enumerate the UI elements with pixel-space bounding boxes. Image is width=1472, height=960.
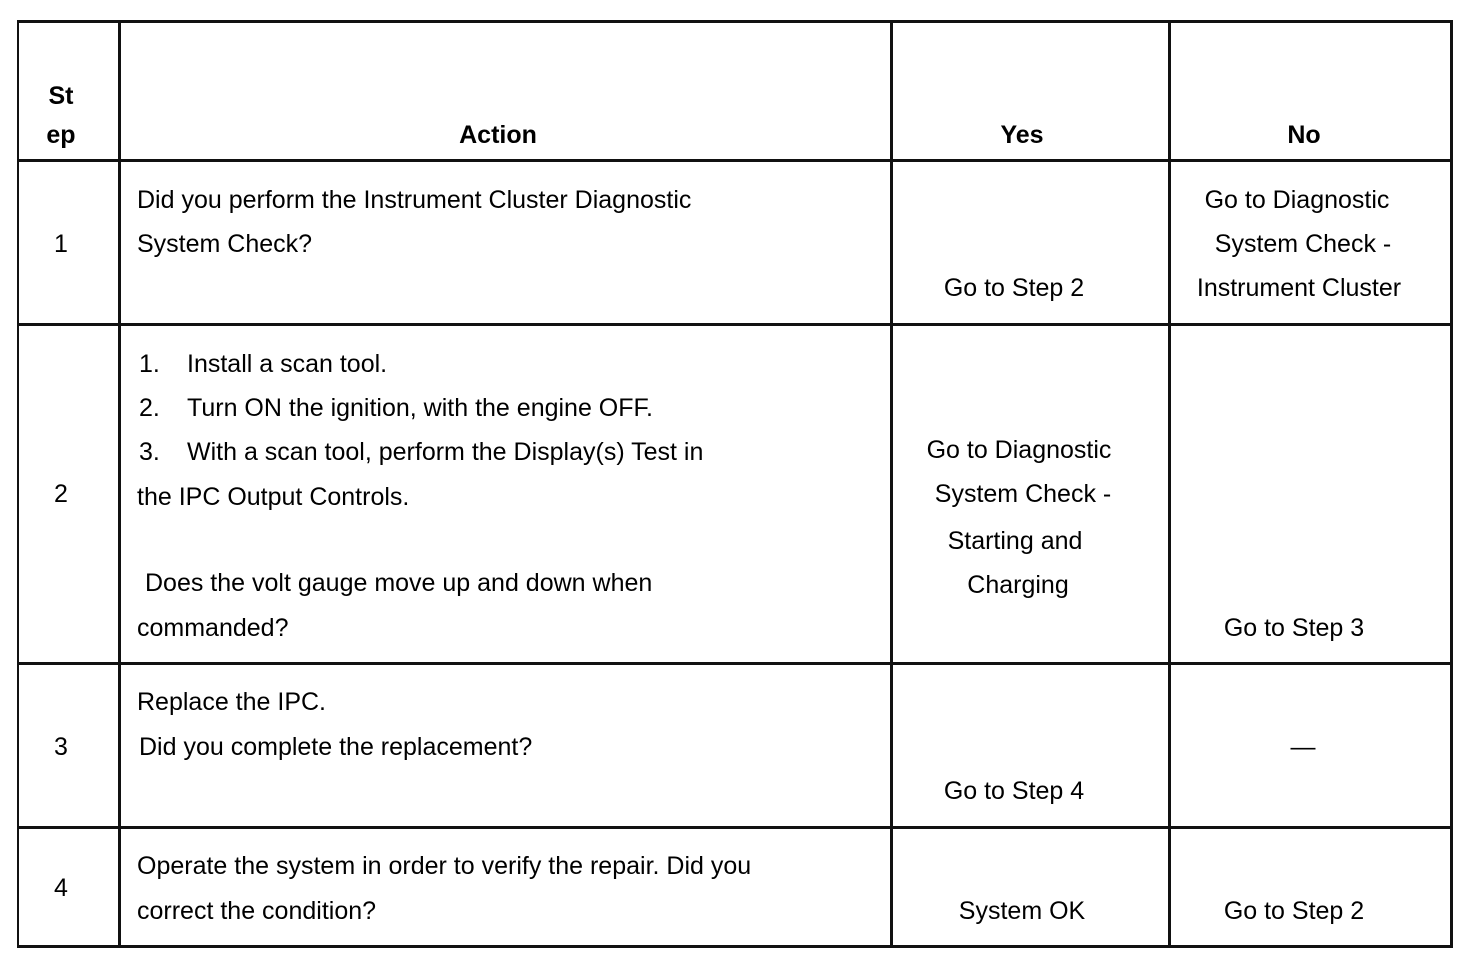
row1-action-line: System Check? <box>137 230 313 258</box>
list-item-number: 3. <box>139 438 160 466</box>
row1-yes: Go to Step 2 <box>943 274 1085 302</box>
list-item-text: With a scan tool, perform the Display(s) Test in <box>187 438 704 466</box>
row2-step: 2 <box>54 480 68 508</box>
table-border-bottom <box>17 945 1453 948</box>
list-item-text: Install a scan tool. <box>187 350 388 378</box>
row2-action-line: Does the volt gauge move up and down when <box>145 569 653 597</box>
row1-no-line: Go to Diagnostic <box>1204 186 1390 214</box>
header-yes: Yes <box>1000 121 1044 149</box>
row3-action-line: Did you complete the replacement? <box>139 733 533 761</box>
row-divider <box>17 662 1453 665</box>
row2-action-line: commanded? <box>137 614 289 642</box>
row1-action-line: Did you perform the Instrument Cluster Diagnostic <box>137 186 692 214</box>
column-divider <box>118 20 121 948</box>
row-divider <box>17 323 1453 326</box>
column-divider <box>890 20 893 948</box>
column-divider <box>1168 20 1171 948</box>
row1-no-line: System Check - <box>1214 230 1392 258</box>
row3-yes: Go to Step 4 <box>943 777 1085 805</box>
row2-yes-line: System Check - <box>934 480 1112 508</box>
row4-action-line: correct the condition? <box>137 897 377 925</box>
row1-step: 1 <box>54 230 68 258</box>
row3-action-line: Replace the IPC. <box>137 688 326 716</box>
row4-no: Go to Step 2 <box>1223 897 1365 925</box>
table-border-left <box>17 20 19 948</box>
header-divider <box>17 159 1453 162</box>
list-item-number: 2. <box>139 394 160 422</box>
list-item-number: 1. <box>139 350 160 378</box>
row4-step: 4 <box>54 874 68 902</box>
row2-list-item <box>139 438 703 466</box>
header-step-line2: ep <box>46 121 76 149</box>
table-border-right <box>1450 20 1453 948</box>
list-item-text: Turn ON the ignition, with the engine OFF. <box>187 394 653 422</box>
row2-no: Go to Step 3 <box>1223 614 1365 642</box>
table-border-top <box>17 20 1453 23</box>
row4-action-line: Operate the system in order to verify the repair. Did you <box>137 852 752 880</box>
header-step-line1: St <box>48 82 74 110</box>
row4-yes: System OK <box>958 897 1086 925</box>
header-action: Action <box>459 121 537 149</box>
row2-yes-line: Go to Diagnostic <box>926 436 1112 464</box>
row2-yes-line: Starting and <box>947 527 1083 555</box>
row2-list-item <box>139 394 653 422</box>
row3-step: 3 <box>54 733 68 761</box>
row2-list-item <box>139 350 387 378</box>
row2-yes-line: Charging <box>967 571 1069 599</box>
row1-no-line: Instrument Cluster <box>1196 274 1402 302</box>
row3-no-dash: — <box>1290 733 1316 761</box>
header-no: No <box>1287 121 1321 149</box>
row2-action-line: the IPC Output Controls. <box>137 483 410 511</box>
row-divider <box>17 826 1453 829</box>
